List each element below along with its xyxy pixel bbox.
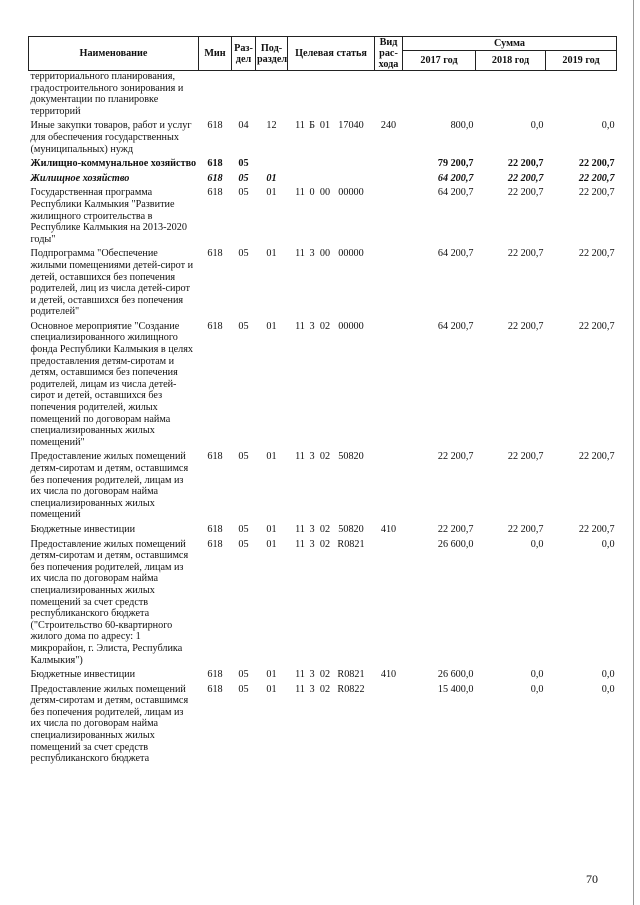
row-vid (375, 245, 403, 318)
row-vid (375, 155, 403, 170)
row-name: Подпрограмма "Обеспечение жилыми помещениями детей-сирот и детей, оставшихся без попечения родителей, лиц из числа детей-сирот и детей, оставшихся без попечения родителей" (30, 248, 194, 318)
row-podrazdel: 01 (266, 523, 277, 535)
row-sum-2018: 22 200,7 (507, 523, 544, 535)
table-row (29, 318, 617, 449)
page-edge (633, 0, 634, 905)
target-segment-t2: 3 (309, 523, 315, 535)
row-vid: 410 (380, 523, 397, 535)
row-sum-2018: 22 200,7 (507, 187, 544, 199)
target-segment-t3: 00 (319, 248, 331, 260)
table-row (29, 245, 617, 318)
table-row (29, 681, 617, 765)
row-target (288, 681, 375, 765)
row-name: Бюджетные инвестиции (30, 669, 136, 681)
target-segment-t4: 50820 (338, 523, 364, 535)
row-min: 618 (207, 320, 223, 332)
row-sum-2018: 22 200,7 (507, 172, 544, 184)
row-target (288, 318, 375, 449)
target-segment-t4: 00000 (338, 248, 364, 260)
row-target (288, 170, 375, 185)
target-segment-t2: 3 (309, 451, 315, 463)
page-number: 70 (586, 872, 598, 886)
table-row (29, 448, 617, 521)
row-name: Предоставление жилых помещений детям-сиротам и детям, оставшимся без попечения родителей, лицам из их числа по договорам найма специализированных жилых помещений за счет средств республиканского бюджета (30, 683, 189, 765)
row-podrazdel: 12 (266, 120, 277, 132)
row-razdel: 05 (238, 538, 249, 550)
row-sum-2019: 22 200,7 (578, 172, 615, 184)
row-target (288, 536, 375, 667)
target-segment-t3: 02 (319, 669, 331, 681)
row-podrazdel: 01 (266, 248, 277, 260)
row-min: 618 (207, 669, 223, 681)
row-razdel: 05 (238, 187, 249, 199)
header-target: Целевая статья (288, 37, 375, 71)
row-sum-2017: 26 600,0 (437, 538, 474, 550)
row-target (288, 521, 375, 536)
target-segment-t1: 11 (295, 523, 305, 535)
target-segment-t2: 3 (309, 248, 315, 260)
target-segment-t3: 02 (319, 683, 331, 695)
row-razdel: 05 (238, 523, 249, 535)
target-segment-t2: 3 (309, 538, 315, 550)
row-sum-2019: 22 200,7 (578, 187, 615, 199)
target-segment-t2: 0 (309, 187, 315, 199)
row-razdel: 05 (238, 158, 249, 170)
row-podrazdel (256, 71, 288, 118)
row-min: 618 (207, 187, 223, 199)
target-segment-t3: 00 (319, 187, 331, 199)
row-min: 618 (207, 120, 223, 132)
table-row (29, 521, 617, 536)
target-segment-t3: 02 (319, 538, 331, 550)
row-podrazdel: 01 (266, 320, 277, 332)
row-name: Иные закупки товаров, работ и услуг для обеспечения государственных (муниципальных) нужд (30, 120, 192, 155)
target-segment-t4: 17040 (338, 120, 364, 132)
target-segment-t1: 11 (295, 669, 305, 681)
row-name: Государственная программа Республики Калмыкия "Развитие жилищного строительства в Республике Калмыкия на 2013-2020 годы" (30, 187, 187, 245)
target-segment-t2: 3 (309, 669, 315, 681)
budget-table (28, 36, 617, 765)
row-vid (375, 448, 403, 521)
row-vid (375, 318, 403, 449)
header-2019: 2019 год (546, 51, 617, 71)
row-vid (375, 184, 403, 245)
row-name: Предоставление жилых помещений детям-сиротам и детям, оставшимся без попечения родителей, лицам из их числа по договорам найма специализированных жилых помещений за счет средств республиканского бюджета ("Строительство 60-квартирного жилого дома по адресу: 1 микрорайон, г. Элиста, Республика Калмыкия") (30, 538, 189, 666)
row-name: Предоставление жилых помещений детям-сиротам и детям, оставшимся без попечения родителей, лицам из их числа по договорам найма специализированных жилых помещений (30, 451, 189, 521)
row-vid (375, 681, 403, 765)
row-sum-2018: 22 200,7 (507, 451, 544, 463)
row-razdel: 05 (238, 683, 249, 695)
row-sum-2019: 0,0 (601, 683, 615, 695)
row-razdel (232, 71, 256, 118)
target-segment-t4: 00000 (338, 187, 364, 199)
row-sum-2017: 22 200,7 (437, 523, 474, 535)
table-row (29, 71, 617, 118)
row-min: 618 (207, 683, 223, 695)
row-target (288, 245, 375, 318)
row-sum-2019: 22 200,7 (578, 451, 615, 463)
table-row (29, 184, 617, 245)
row-sum-2017: 79 200,7 (437, 158, 474, 170)
row-sum-2017: 15 400,0 (437, 683, 474, 695)
row-podrazdel: 01 (266, 669, 277, 681)
header-2018: 2018 год (476, 51, 546, 71)
table-row (29, 170, 617, 185)
row-name: территориального планирования, градостроительного зонирования и документации по планировке территорий (30, 71, 184, 117)
table-row (29, 117, 617, 155)
row-sum-2019: 22 200,7 (578, 523, 615, 535)
row-sum-2018: 0,0 (530, 669, 544, 681)
row-target (288, 71, 375, 118)
header-sum: Сумма (403, 37, 617, 51)
row-target (288, 184, 375, 245)
row-razdel: 04 (238, 120, 249, 132)
target-segment-t1: 11 (295, 320, 305, 332)
row-sum-2019: 22 200,7 (578, 248, 615, 260)
row-sum-2017: 64 200,7 (437, 172, 474, 184)
row-sum-2019: 0,0 (601, 538, 615, 550)
row-min: 618 (207, 523, 223, 535)
row-podrazdel: 01 (266, 538, 277, 550)
target-segment-t4: R0821 (337, 669, 365, 681)
row-vid: 240 (380, 120, 397, 132)
header-2017: 2017 год (403, 51, 476, 71)
row-vid (375, 170, 403, 185)
row-target (288, 117, 375, 155)
target-segment-t4: R0821 (337, 538, 365, 550)
table-row (29, 666, 617, 681)
row-sum-2017: 64 200,7 (437, 187, 474, 199)
row-sum-2017 (403, 71, 476, 118)
row-razdel: 05 (238, 451, 249, 463)
row-sum-2018: 22 200,7 (507, 320, 544, 332)
row-sum-2019: 22 200,7 (578, 320, 615, 332)
row-min: 618 (207, 248, 223, 260)
target-segment-t4: R0822 (337, 683, 365, 695)
target-segment-t3: 01 (319, 120, 331, 132)
row-name: Жилищно-коммунальное хозяйство (30, 158, 197, 170)
row-min: 618 (207, 451, 223, 463)
target-segment-t1: 11 (295, 683, 305, 695)
header-vid: Вид рас-хода (375, 37, 403, 71)
header-podrazdel: Под-раздел (256, 37, 288, 71)
row-podrazdel: 01 (266, 187, 277, 199)
row-razdel: 05 (238, 669, 249, 681)
target-segment-t3: 02 (319, 320, 331, 332)
target-segment-t3: 02 (319, 523, 331, 535)
row-sum-2017: 800,0 (450, 120, 474, 132)
row-min: 618 (207, 158, 223, 170)
row-target (288, 448, 375, 521)
header-row (29, 37, 617, 51)
header-razdel: Раз-дел (232, 37, 256, 71)
row-razdel: 05 (238, 172, 249, 184)
target-segment-t3: 02 (319, 451, 331, 463)
target-segment-t1: 11 (295, 120, 305, 132)
table-row (29, 536, 617, 667)
header-min: Мин (199, 37, 232, 71)
row-sum-2017: 64 200,7 (437, 320, 474, 332)
table-row (29, 155, 617, 170)
row-razdel: 05 (238, 320, 249, 332)
row-sum-2018 (476, 71, 546, 118)
row-podrazdel: 01 (266, 172, 277, 184)
header-name: Наименование (29, 37, 199, 71)
row-name: Жилищное хозяйство (30, 172, 130, 184)
row-vid (375, 536, 403, 667)
row-min: 618 (207, 172, 223, 184)
row-name: Основное мероприятие "Создание специализированного жилищного фонда Республики Калмыкия в целях предоставления детям-сиротам и детям, оставшимся без попечения родителей, лицам из числа детей-сирот и детей, оставшихся без попечения родителей, жилых помещений по договорам найма специализированных жилых помещений" (30, 320, 194, 448)
target-segment-t1: 11 (295, 248, 305, 260)
target-segment-t4: 50820 (338, 451, 364, 463)
row-sum-2019: 0,0 (601, 669, 615, 681)
row-min: 618 (207, 538, 223, 550)
row-sum-2019 (546, 71, 617, 118)
row-name: Бюджетные инвестиции (30, 523, 136, 535)
row-sum-2017: 26 600,0 (437, 669, 474, 681)
target-segment-t4: 00000 (338, 320, 364, 332)
target-segment-t1: 11 (295, 187, 305, 199)
target-segment-t2: 3 (309, 320, 315, 332)
row-sum-2017: 64 200,7 (437, 248, 474, 260)
row-podrazdel: 01 (266, 683, 277, 695)
target-segment-t2: 3 (309, 683, 315, 695)
row-vid: 410 (380, 669, 397, 681)
row-sum-2019: 22 200,7 (578, 158, 615, 170)
row-podrazdel: 01 (266, 451, 277, 463)
target-segment-t2: Б (309, 120, 315, 132)
target-segment-t1: 11 (295, 538, 305, 550)
row-target (288, 155, 375, 170)
row-target (288, 666, 375, 681)
row-sum-2017: 22 200,7 (437, 451, 474, 463)
row-sum-2018: 22 200,7 (507, 158, 544, 170)
row-min (199, 71, 232, 118)
target-segment-t1: 11 (295, 451, 305, 463)
row-sum-2018: 0,0 (530, 683, 544, 695)
row-razdel: 05 (238, 248, 249, 260)
row-vid (375, 71, 403, 118)
row-sum-2018: 0,0 (530, 120, 544, 132)
row-sum-2019: 0,0 (601, 120, 615, 132)
row-sum-2018: 0,0 (530, 538, 544, 550)
table-body (29, 71, 617, 765)
row-podrazdel (256, 155, 288, 170)
row-sum-2018: 22 200,7 (507, 248, 544, 260)
